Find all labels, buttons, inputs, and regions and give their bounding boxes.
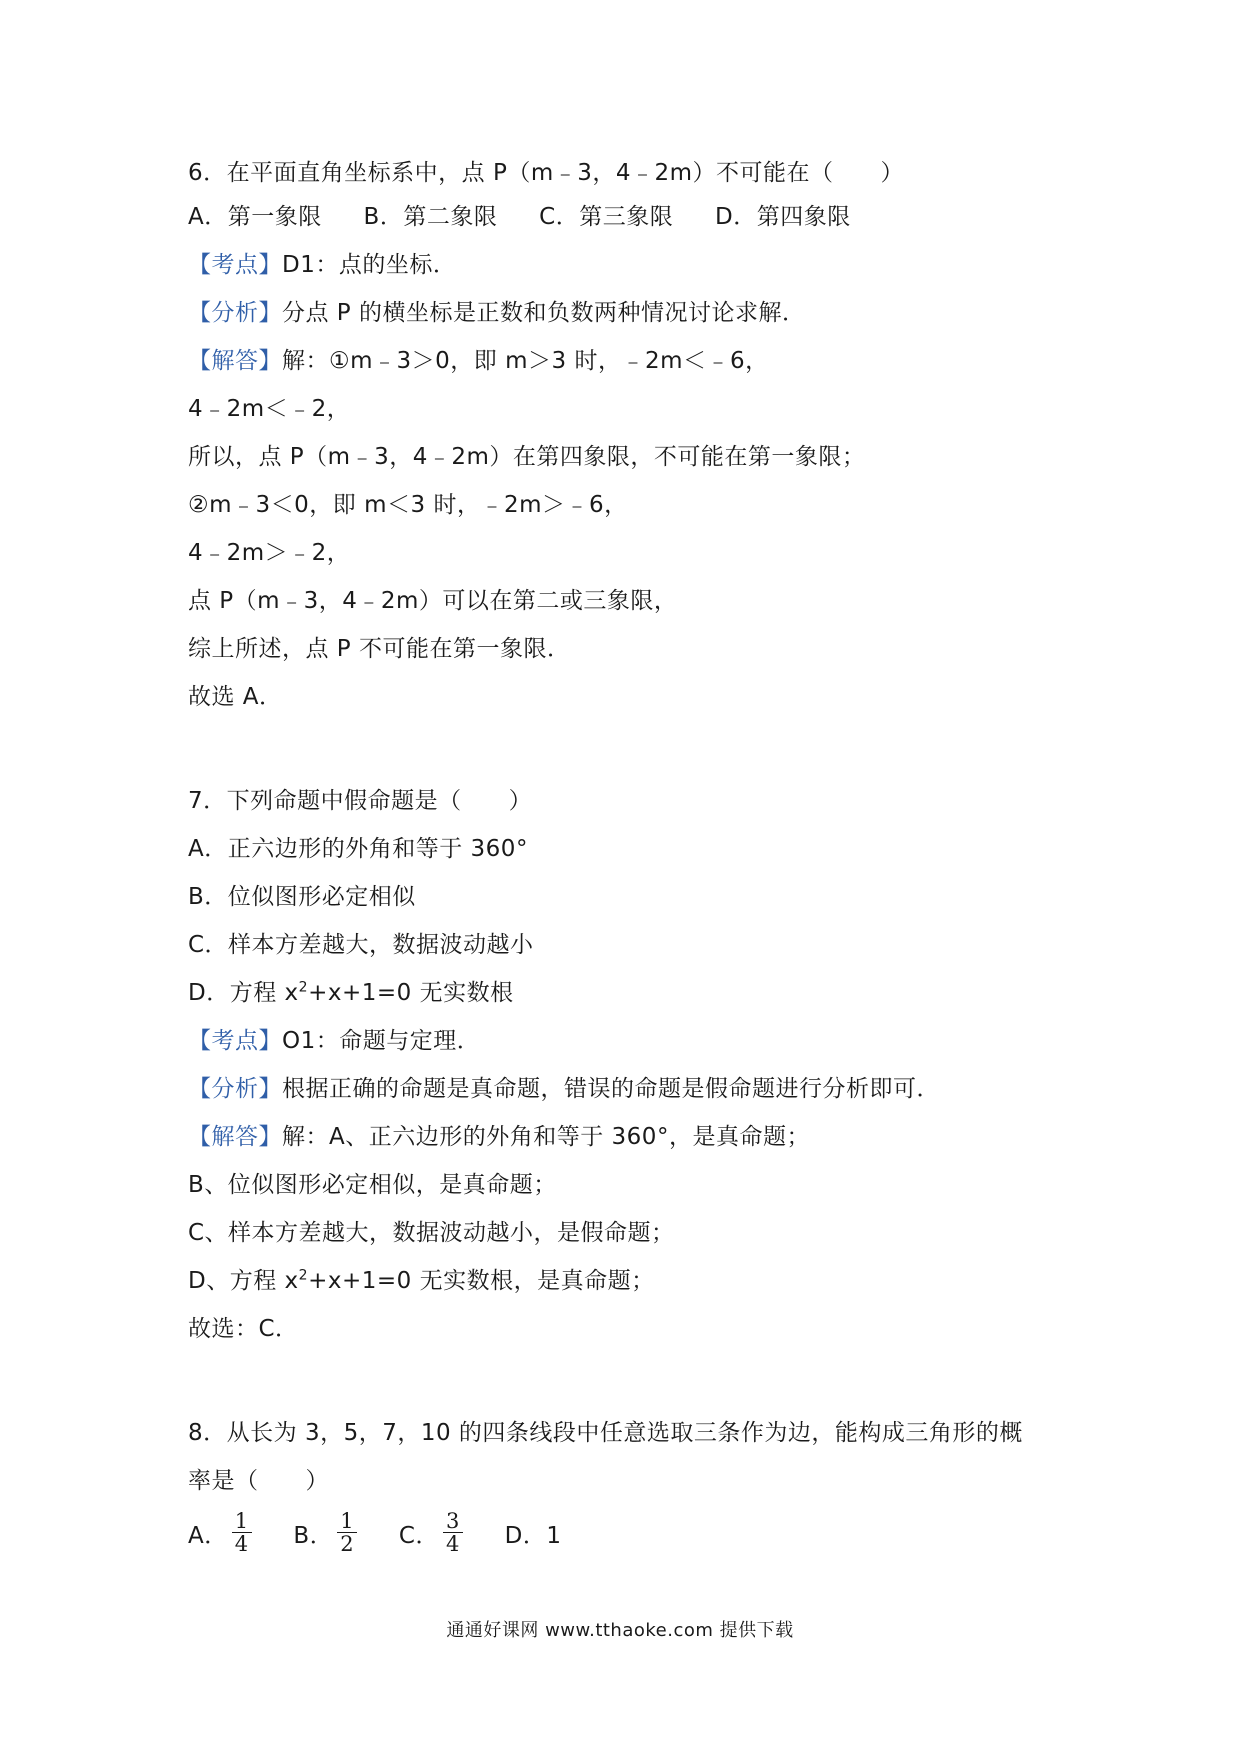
q6-option-d: D．第四象限 bbox=[715, 204, 851, 230]
q8-option-b-fraction bbox=[337, 1510, 357, 1555]
q8-option-a bbox=[188, 1510, 256, 1562]
q7-kaodian-text: O1：命题与定理． bbox=[282, 1028, 481, 1054]
q7-option-c: C．样本方差越大，数据波动越小 bbox=[188, 932, 534, 958]
q7-answer: 故选：C． bbox=[188, 1316, 299, 1342]
fraction-numerator: 3 bbox=[443, 1510, 463, 1533]
q7-option-a: A．正六边形的外角和等于 360° bbox=[188, 836, 528, 862]
q8-options bbox=[188, 1510, 591, 1562]
q7-solution-b: B、位似图形必定相似，是真命题； bbox=[188, 1172, 557, 1198]
fraction-denominator: 4 bbox=[234, 1532, 249, 1556]
q7-jieda-tag: 【解答】 bbox=[188, 1124, 282, 1150]
q8-option-c-label: C． bbox=[398, 1523, 439, 1549]
q7-option-b: B．位似图形必定相似 bbox=[188, 884, 416, 910]
page-footer: 通通好课网 www.tthaoke.com 提供下载 bbox=[446, 1620, 794, 1641]
q8-option-b bbox=[293, 1510, 361, 1562]
q8-option-a-fraction bbox=[232, 1510, 252, 1555]
q6-jieda-tag: 【解答】 bbox=[188, 348, 282, 374]
q7-question: 7．下列命题中假命题是（ ） bbox=[188, 788, 533, 814]
q7-fenxi-tag: 【分析】 bbox=[188, 1076, 282, 1102]
q8-question-line1: 8．从长为 3，5，7，10 的四条线段中任意选取三条作为边，能构成三角形的概 bbox=[188, 1420, 1023, 1446]
q8-option-c-fraction bbox=[443, 1510, 463, 1555]
q6-solution-line: 综上所述，点 P 不可能在第一象限． bbox=[188, 636, 571, 662]
q8-option-a-label: A． bbox=[188, 1523, 228, 1549]
q7-solution-d-pre: D、方程 x bbox=[188, 1268, 299, 1294]
q6-kaodian-text: D1：点的坐标． bbox=[282, 252, 457, 278]
q7-option-d-exponent: 2 bbox=[298, 979, 309, 996]
q7-option-d bbox=[188, 978, 514, 1008]
fraction-numerator: 1 bbox=[337, 1510, 357, 1533]
q6-jieda-text: 解：①m﹣3＞0，即 m＞3 时，﹣2m＜﹣6， bbox=[282, 348, 769, 374]
q7-kaodian-tag: 【考点】 bbox=[188, 1028, 282, 1054]
q6-fenxi bbox=[188, 298, 806, 328]
q7-kaodian bbox=[188, 1026, 480, 1056]
q7-solution-c: C、样本方差越大，数据波动越小，是假命题； bbox=[188, 1220, 675, 1246]
q7-option-d-pre: D．方程 x bbox=[188, 980, 299, 1006]
q8-option-b-label: B． bbox=[293, 1523, 334, 1549]
q6-jieda bbox=[188, 346, 769, 376]
q7-jieda bbox=[188, 1122, 810, 1152]
q6-kaodian-tag: 【考点】 bbox=[188, 252, 282, 278]
q6-fenxi-tag: 【分析】 bbox=[188, 300, 282, 326]
q8-option-c bbox=[399, 1510, 467, 1562]
q6-solution-line: ②m﹣3＜0，即 m＜3 时，﹣2m＞﹣6， bbox=[188, 492, 628, 518]
q6-solution-line: 4﹣2m＞﹣2， bbox=[188, 540, 351, 566]
q6-option-a: A．第一象限 bbox=[188, 204, 322, 230]
q8-question-line2: 率是（ ） bbox=[188, 1468, 329, 1494]
q7-solution-d-exponent: 2 bbox=[298, 1267, 309, 1284]
q7-option-d-post: +x+1=0 无实数根 bbox=[308, 980, 514, 1006]
q7-jieda-text: 解：A、正六边形的外角和等于 360°，是真命题； bbox=[282, 1124, 810, 1150]
fraction-denominator: 2 bbox=[340, 1532, 355, 1556]
fraction-denominator: 4 bbox=[445, 1532, 460, 1556]
q8-option-d: D．1 bbox=[504, 1523, 562, 1549]
q7-fenxi-text: 根据正确的命题是真命题，错误的命题是假命题进行分析即可． bbox=[282, 1076, 940, 1102]
q6-options bbox=[188, 202, 885, 232]
q6-solution-line: 4﹣2m＜﹣2， bbox=[188, 396, 351, 422]
q6-option-b: B．第二象限 bbox=[363, 204, 498, 230]
fraction-numerator: 1 bbox=[232, 1510, 252, 1533]
q6-fenxi-text: 分点 P 的横坐标是正数和负数两种情况讨论求解． bbox=[282, 300, 806, 326]
q6-kaodian bbox=[188, 250, 456, 280]
q6-option-c: C．第三象限 bbox=[539, 204, 674, 230]
q6-answer: 故选 A． bbox=[188, 684, 283, 710]
q6-solution-line: 点 P（m﹣3，4﹣2m）可以在第二或三象限， bbox=[188, 588, 678, 614]
q6-question: 6．在平面直角坐标系中，点 P（m﹣3，4﹣2m）不可能在（ ） bbox=[188, 160, 905, 186]
q7-solution-d bbox=[188, 1266, 655, 1296]
q7-solution-d-post: +x+1=0 无实数根，是真命题； bbox=[308, 1268, 655, 1294]
q7-fenxi bbox=[188, 1074, 940, 1104]
q6-solution-line: 所以，点 P（m﹣3，4﹣2m）在第四象限，不可能在第一象限； bbox=[188, 444, 866, 470]
